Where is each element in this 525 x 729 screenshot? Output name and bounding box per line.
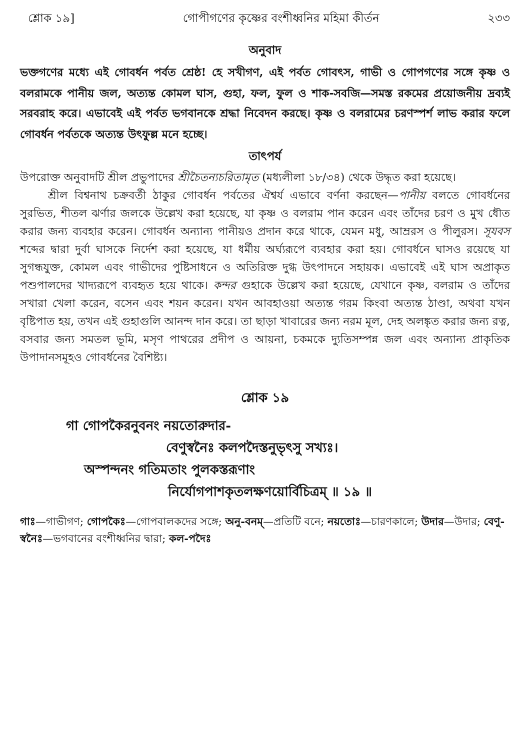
purport-p1-reference: (মধ্যলীলা ১৮/৩৪) থেকে উদ্ধৃত করা হয়েছে। (258, 171, 456, 184)
synonym-meaning: —ভগবানের বংশীধ্বনির দ্বারা; (42, 533, 169, 545)
header-verse-ref: শ্লোক ১৯] (28, 11, 75, 25)
book-page (20, 10, 510, 548)
book-title: শ্রীচৈতন্যচরিতামৃত (177, 171, 259, 184)
verse-text (20, 416, 510, 504)
synonym-word: বেণু-স্বনৈঃ (20, 516, 505, 545)
purport-p2-text: শ্রীল বিশ্বনাথ চক্রবর্তী ঠাকুর গোবর্ধন পর্বতের ঐশ্বর্য এভাবে বর্ণনা করছেন— (48, 189, 399, 202)
synonym-meaning: —চারণকালে; (360, 516, 422, 528)
running-header (28, 10, 510, 32)
verse-line: অস্পন্দনং গতিমতাং পুলকস্তরূণাং (84, 463, 255, 478)
sanskrit-term: কন্দর (213, 279, 236, 292)
synonym-meaning: —প্রতিটি বনে; (262, 516, 328, 528)
verse-heading: শ্লোক ১৯ (240, 391, 290, 406)
verse-line: বেণুস্বনৈঃ কলপদৈস্তনুভৃৎসু সখ্যঃ। (166, 441, 339, 456)
purport-p2-text: বলতে গোবর্ধনের সুরভিত, শীতল ঝর্ণার জলকে উল্লেখ করা হয়েছে, যা কৃষ্ণ ও বলরাম পান করেন এবং তাঁদের চরণ ও মুখ ধৌত করার জন্য ব্যবহার করেন। গোবর্ধন অন্যান্য পানীয়ও প্রদান করে থাকে, যেমন মধু, আম্ররস ও পীলুরস। (20, 189, 510, 238)
synonym-word: অনু-বনম্ (225, 516, 263, 528)
sanskrit-term: সূযবস (483, 225, 510, 238)
synonym-meaning: —উদার; (443, 516, 484, 528)
header-chapter-title: গোপীগণের কৃষ্ণের বংশীধ্বনির মহিমা কীর্তন (182, 11, 380, 25)
synonym-word: উদার (421, 516, 444, 528)
purport-paragraph-1 (20, 169, 510, 187)
translation-heading: অনুবাদ (248, 43, 282, 57)
synonym-word: নয়তোঃ (327, 516, 361, 528)
purport-p2-text: গুহাকে উল্লেখ করা হয়েছে, যেখানে কৃষ্ণ, বলরাম ও তাঁদের সখারা খেলা করেন, বসেন এবং শয়ন করেন। যখন আবহাওয়া অত্যন্ত গরম কিংবা অত্যন্ত ঠাণ্ডা, অথবা যখন বৃষ্টিপাত হয়, তখন এই গুহাগুলি আনন্দ দান করে। তা ছাড়া খাবারের জন্য নরম মূল, দেহ অলঙ্কৃত করার জন্য রত্ন, বসবার জন্য সমতল ভূমি, মসৃণ পাথরের প্রদীপ ও আয়না, চকমকে দ্যুতিসম্পন্ন জল এবং অন্যান্য প্রাকৃতিক উপাদানসমূহও গোবর্ধনের বৈশিষ্ট্য। (20, 279, 510, 364)
synonym-word: কল-পদৈঃ (168, 533, 212, 545)
purport-p2-text: শব্দের দ্বারা দুর্বা ঘাসকে নির্দেশ করা হয়েছে, যা ধর্মীয় অর্ঘ্যরূপে ব্যবহার করা হয়। গোবর্ধনে ঘাসও রয়েছে যা সুগন্ধযুক্ত, কোমল এবং গাভীদের পুষ্টিসাধনে ও অতিরিক্ত দুগ্ধ উৎপাদনে সহায়ক। এভাবেই এই ঘাস অপ্রাকৃত পশুপালদের খাদ্যরূপে ব্যবহৃত হয়ে থাকে। (20, 243, 510, 292)
verse-line: নির্যোগপাশকৃতলক্ষণয়োর্বিচিত্রম্ ॥ ১৯ ॥ (168, 485, 372, 500)
synonym-meaning: —গাভীগণ; (35, 516, 87, 528)
word-meanings (20, 514, 510, 548)
synonym-word: গাঃ (20, 516, 36, 528)
sanskrit-term: পানীয় (398, 189, 426, 202)
purport-p1-text: উপরোক্ত অনুবাদটি শ্রীল প্রভুপাদের (20, 171, 178, 184)
translation-text: ভক্তগণের মধ্যে এই গোবর্ধন পর্বত শ্রেষ্ঠ! হে সখীগণ, এই পর্বত গোবৎস, গাভী ও গোপগণের সঙ্গে কৃষ্ণ ও বলরামকে পানীয় জল, অত্যন্ত কোমল ঘাস, গুহা, ফল, ফুল ও শাক-সবজি—সমস্ত রকমের প্রয়োজনীয় দ্রব্যই সরবরাহ করে। এভাবেই এই পর্বত ভগবানকে শ্রদ্ধা নিবেদন করছে। কৃষ্ণ ও বলরামের চরণস্পর্শ লাভ করার ফলে গোবর্ধন পর্বতকে অত্যন্ত উৎফুল্ল মনে হচ্ছে। (20, 66, 510, 141)
purport-paragraph-2 (20, 187, 510, 367)
verse-line: গা গোপকৈরনুবনং নয়তোরুদার- (66, 419, 232, 434)
synonym-word: গোপকৈঃ (86, 516, 126, 528)
page-number: ২৩৩ (487, 11, 510, 25)
purport-heading: তাৎপর্য (248, 149, 282, 163)
synonym-meaning: —গোপবালকদের সঙ্গে; (125, 516, 226, 528)
